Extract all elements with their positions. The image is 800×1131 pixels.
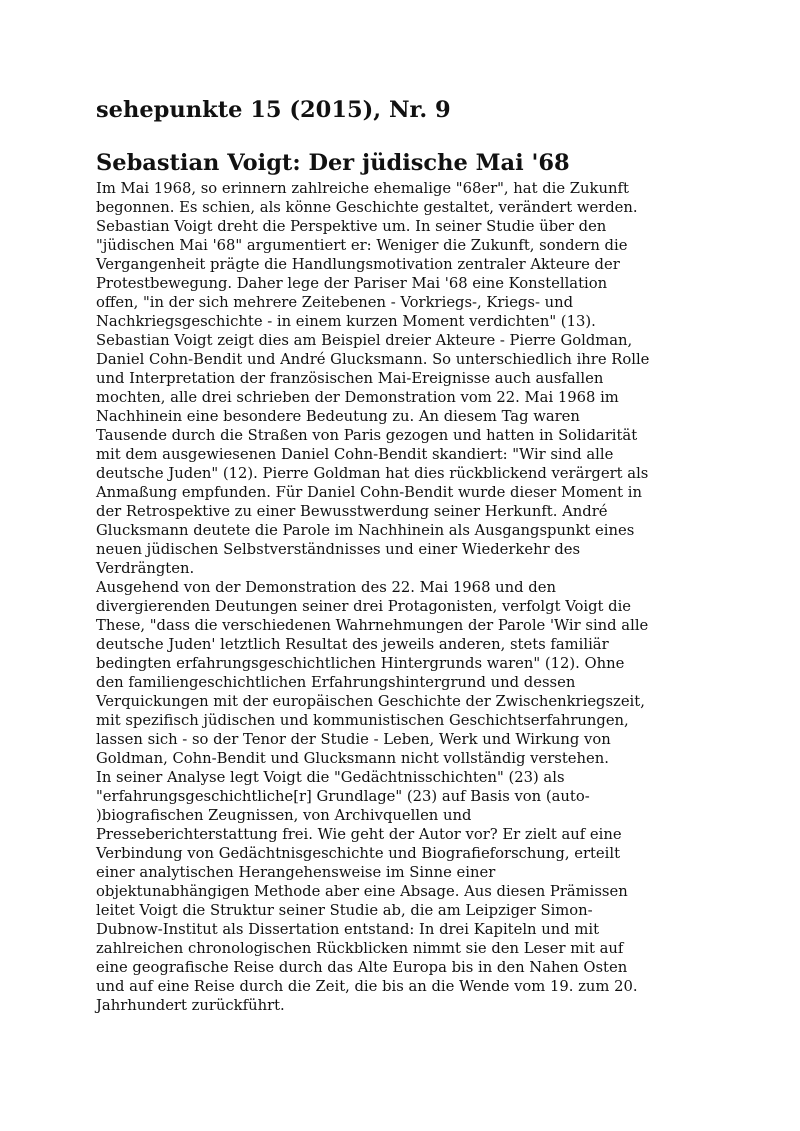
text-line: zahlreichen chronologischen Rückblicken nimmt sie den Leser mit auf: [96, 940, 624, 957]
text-line: den familiengeschichtlichen Erfahrungshintergrund und dessen: [96, 674, 576, 691]
text-line: Anmaßung empfunden. Für Daniel Cohn-Bendit wurde dieser Moment in: [96, 484, 643, 501]
text-line: eine geografische Reise durch das Alte Europa bis in den Nahen Osten: [96, 959, 628, 976]
text-line: Nachhinein eine besondere Bedeutung zu. An diesem Tag waren: [96, 408, 580, 425]
text-line: Daniel Cohn-Bendit und André Glucksmann. So unterschiedlich ihre Rolle: [96, 351, 650, 368]
text-line: mit spezifisch jüdischen und kommunistischen Geschichtserfahrungen,: [96, 712, 629, 729]
text-line: divergierenden Deutungen seiner drei Protagonisten, verfolgt Voigt die: [96, 598, 632, 615]
text-line: und auf eine Reise durch die Zeit, die bis an die Wende vom 19. zum 20.: [96, 978, 638, 995]
text-line: deutsche Juden' letztlich Resultat des jeweils anderen, stets familiär: [96, 636, 609, 653]
text-line: Presseberichterstattung frei. Wie geht der Autor vor? Er zielt auf eine: [96, 826, 622, 843]
text-line: begonnen. Es schien, als könne Geschichte gestaltet, verändert werden.: [96, 199, 638, 216]
text-line: )biografischen Zeugnissen, von Archivquellen und: [96, 807, 472, 824]
journal-heading: sehepunkte 15 (2015), Nr. 9: [96, 97, 451, 123]
document-page: [96, 94, 716, 1015]
text-line: "erfahrungsgeschichtliche[r] Grundlage" (23) auf Basis von (auto-: [96, 788, 590, 805]
text-line: Vergangenheit prägte die Handlungsmotivation zentraler Akteure der: [96, 256, 620, 273]
paragraph-1: [96, 179, 716, 578]
text-line: Sebastian Voigt zeigt dies am Beispiel dreier Akteure - Pierre Goldman,: [96, 332, 633, 349]
text-line: Verdrängten.: [96, 560, 195, 577]
text-line: lassen sich - so der Tenor der Studie - Leben, Werk und Wirkung von: [96, 731, 611, 748]
text-line: und Interpretation der französischen Mai-Ereignisse auch ausfallen: [96, 370, 604, 387]
text-line: In seiner Analyse legt Voigt die "Gedächtnisschichten" (23) als: [96, 769, 565, 786]
text-line: Tausende durch die Straßen von Paris gezogen und hatten in Solidarität: [96, 427, 638, 444]
text-line: offen, "in der sich mehrere Zeitebenen - Vorkriegs-, Kriegs- und: [96, 294, 574, 311]
text-line: objektunabhängigen Methode aber eine Absage. Aus diesen Prämissen: [96, 883, 628, 900]
text-line: "jüdischen Mai '68" argumentiert er: Weniger die Zukunft, sondern die: [96, 237, 628, 254]
text-line: Goldman, Cohn-Bendit und Glucksmann nicht vollständig verstehen.: [96, 750, 609, 767]
text-line: These, "dass die verschiedenen Wahrnehmungen der Parole 'Wir sind alle: [96, 617, 649, 634]
paragraph-3: [96, 768, 716, 1015]
text-line: mochten, alle drei schrieben der Demonstration vom 22. Mai 1968 im: [96, 389, 619, 406]
text-line: Im Mai 1968, so erinnern zahlreiche ehemalige "68er", hat die Zukunft: [96, 180, 629, 197]
text-line: leitet Voigt die Struktur seiner Studie ab, die am Leipziger Simon-: [96, 902, 593, 919]
text-line: Dubnow-Institut als Dissertation entstand: In drei Kapiteln und mit: [96, 921, 599, 938]
text-line: Verquickungen mit der europäischen Geschichte der Zwischenkriegszeit,: [96, 693, 645, 710]
text-line: der Retrospektive zu einer Bewusstwerdung seiner Herkunft. André: [96, 503, 608, 520]
text-line: Protestbewegung. Daher lege der Pariser Mai '68 eine Konstellation: [96, 275, 608, 292]
text-line: bedingten erfahrungsgeschichtlichen Hintergrunds waren" (12). Ohne: [96, 655, 625, 672]
text-line: neuen jüdischen Selbstverständnisses und einer Wiederkehr des: [96, 541, 581, 558]
text-line: deutsche Juden" (12). Pierre Goldman hat dies rückblickend verärgert als: [96, 465, 649, 482]
text-line: Glucksmann deutete die Parole im Nachhinein als Ausgangspunkt eines: [96, 522, 635, 539]
text-line: Nachkriegsgeschichte - in einem kurzen Moment verdichten" (13).: [96, 313, 596, 330]
text-line: mit dem ausgewiesenen Daniel Cohn-Bendit skandiert: "Wir sind alle: [96, 446, 614, 463]
text-line: Ausgehend von der Demonstration des 22. Mai 1968 und den: [96, 579, 556, 596]
text-line: Verbindung von Gedächtnisgeschichte und Biografieforschung, erteilt: [96, 845, 621, 862]
text-line: einer analytischen Herangehensweise im Sinne einer: [96, 864, 496, 881]
text-line: Jahrhundert zurückführt.: [96, 997, 285, 1014]
article-title: Sebastian Voigt: Der jüdische Mai '68: [96, 150, 570, 176]
paragraph-2: [96, 578, 716, 768]
text-line: Sebastian Voigt dreht die Perspektive um. In seiner Studie über den: [96, 218, 607, 235]
article-body: [96, 179, 716, 1015]
